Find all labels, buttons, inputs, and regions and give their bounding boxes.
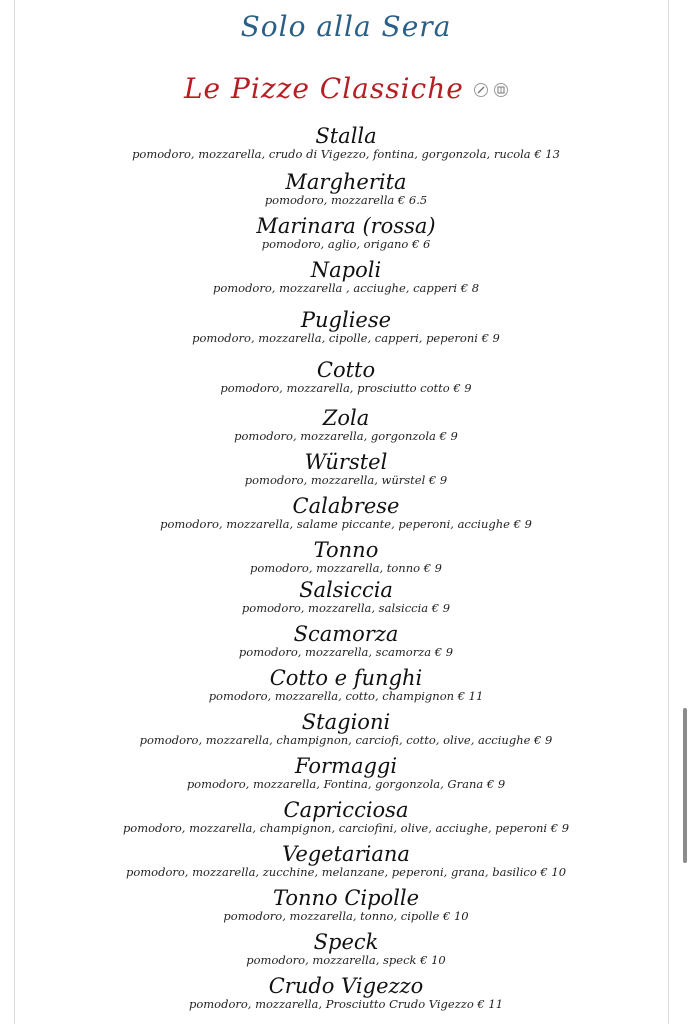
item-name: Capricciosa [283, 798, 409, 822]
menu-item [0, 450, 692, 487]
item-description: pomodoro, mozzarella, tonno, cipolle € 10 [223, 909, 469, 923]
section-title: Le Pizze Classiche [183, 72, 464, 105]
item-name: Vegetariana [282, 842, 410, 866]
item-name: Napoli [310, 258, 382, 282]
item-name: Cotto [316, 358, 376, 382]
item-name: Formaggi [294, 754, 398, 778]
menu-item [0, 622, 692, 659]
menu-item [0, 358, 692, 395]
edit-icon[interactable] [474, 83, 488, 97]
menu-item [0, 258, 692, 295]
menu-item [0, 974, 692, 1011]
item-description: pomodoro, mozzarella, salame piccante, peperoni, acciughe € 9 [160, 517, 532, 531]
item-name: Stagioni [301, 710, 391, 734]
item-description: pomodoro, mozzarella, salsiccia € 9 [241, 601, 451, 615]
menu-item [0, 124, 692, 161]
item-description: pomodoro, mozzarella, champignon, carciofi, cotto, olive, acciughe € 9 [139, 733, 553, 747]
menu-item [0, 666, 692, 703]
section-header [0, 72, 692, 105]
item-name: Calabrese [292, 494, 400, 518]
item-name: Scamorza [293, 622, 399, 646]
item-name: Salsiccia [299, 578, 393, 602]
item-description: pomodoro, mozzarella, champignon, carciofini, olive, acciughe, peperoni € 9 [122, 821, 570, 835]
item-description: pomodoro, mozzarella, Prosciutto Crudo Vigezzo € 11 [188, 997, 504, 1011]
item-name: Cotto e funghi [269, 666, 423, 690]
item-description: pomodoro, mozzarella, speck € 10 [246, 953, 446, 967]
page-title: Solo alla Sera [240, 10, 452, 43]
menu-icon[interactable] [494, 83, 508, 97]
item-description: pomodoro, mozzarella , acciughe, capperi € 8 [212, 281, 480, 295]
menu-item [0, 798, 692, 835]
item-name: Tonno Cipolle [272, 886, 420, 910]
item-name: Tonno [313, 538, 379, 562]
item-description: pomodoro, mozzarella, zucchine, melanzane, peperoni, grana, basilico € 10 [125, 865, 567, 879]
item-name: Würstel [304, 450, 388, 474]
item-description: pomodoro, mozzarella, scamorza € 9 [238, 645, 454, 659]
item-description: pomodoro, mozzarella, cipolle, capperi, peperoni € 9 [192, 331, 500, 345]
item-name: Crudo Vigezzo [268, 974, 424, 998]
menu-item [0, 754, 692, 791]
menu-item [0, 214, 692, 251]
section-icons [473, 79, 508, 98]
menu-item [0, 578, 692, 615]
item-description: pomodoro, mozzarella, tonno € 9 [250, 561, 442, 575]
menu-item [0, 308, 692, 345]
menu-item [0, 710, 692, 747]
menu-item [0, 842, 692, 879]
item-description: pomodoro, mozzarella, Fontina, gorgonzola, Grana € 9 [186, 777, 506, 791]
item-name: Marinara (rossa) [256, 214, 436, 238]
item-name: Stalla [315, 124, 377, 148]
item-description: pomodoro, aglio, origano € 6 [261, 237, 431, 251]
item-name: Pugliese [300, 308, 392, 332]
menu-item [0, 406, 692, 443]
menu-item [0, 170, 692, 207]
menu-item [0, 886, 692, 923]
item-description: pomodoro, mozzarella, gorgonzola € 9 [234, 429, 458, 443]
item-description: pomodoro, mozzarella, crudo di Vigezzo, fontina, gorgonzola, rucola € 13 [132, 147, 560, 161]
menu-item [0, 494, 692, 531]
item-name: Speck [313, 930, 379, 954]
item-description: pomodoro, mozzarella, prosciutto cotto € 9 [220, 381, 472, 395]
menu-item [0, 930, 692, 967]
menu-item [0, 538, 692, 575]
item-description: pomodoro, mozzarella, cotto, champignon € 11 [208, 689, 484, 703]
item-description: pomodoro, mozzarella, würstel € 9 [244, 473, 448, 487]
item-name: Margherita [285, 170, 407, 194]
item-name: Zola [322, 406, 370, 430]
item-description: pomodoro, mozzarella € 6.5 [264, 193, 428, 207]
